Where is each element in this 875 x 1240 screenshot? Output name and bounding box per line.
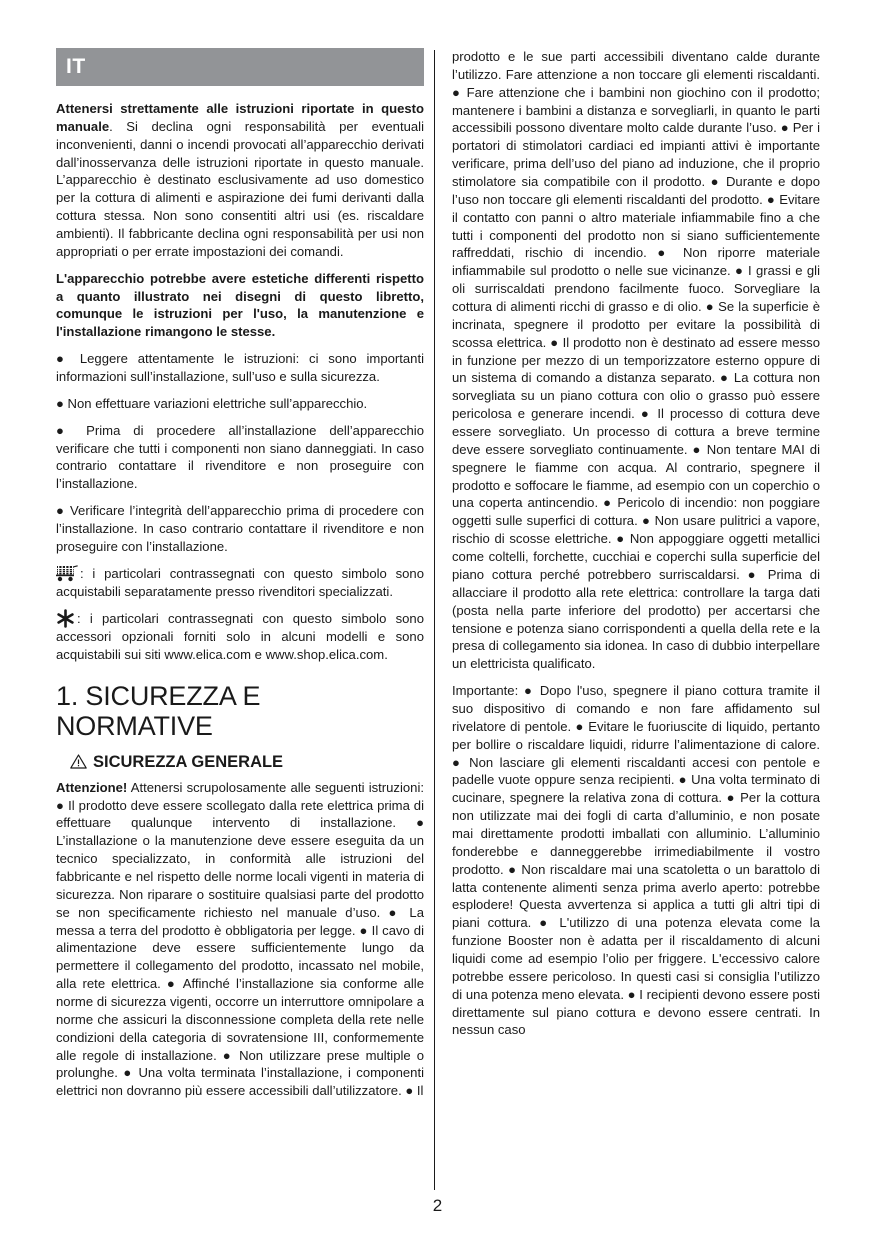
page-number: 2: [432, 1196, 443, 1215]
shopping-cart-icon: [56, 565, 78, 582]
bullet-item: ● Leggere attentamente le istruzioni: ci sono importanti informazioni sull’installazione, sull’uso e sulla sicurezza.: [56, 351, 424, 385]
language-badge: IT: [56, 48, 424, 86]
star-symbol-paragraph: [56, 609, 424, 664]
subsection-title-row: [70, 753, 424, 771]
cart-symbol-text: : i particolari contrassegnati con questo simbolo sono acquistabili separatamente presso rivenditori specializzati.: [56, 565, 424, 599]
star-symbol-text: : i particolari contrassegnati con questo simbolo sono accessori opzionali forniti solo in alcuni modelli e sono acquistabili sui siti www.elica.com e www.shop.elica.com.: [56, 611, 424, 663]
intro-lead-bold: Attenersi strettamente alle istruzioni riportate in questo manuale: [56, 101, 424, 134]
bullet-item: ● Non effettuare variazioni elettriche sull’apparecchio.: [56, 395, 368, 411]
intro-paragraph: [56, 100, 424, 261]
important-body: ● Dopo l'uso, spegnere il piano cottura tramite il suo dispositivo di comando e non fare affidamento sul rivelatore di pentole. ● Evitare le fuoriuscite di liquido, pertanto per bollire o riscaldare liquidi, ridurre l’alimentazione di calore. ● Non lasciare gli elementi riscaldanti accesi con pentole e padelle vuote oppure senza recipienti. ● Una volta terminato di cucinare, spegnere la relativa zona di cottura. ● Per la cottura non utilizzate mai dei fogli di carta d’alluminio, e non posate mai direttamente prodotti imballati con alluminio. L’alluminio fonderebbe e danneggerebbe irrimediabilmente il vostro prodotto. ● Non riscaldare mai una scatoletta o un barattolo di latta contenente alimenti senza prima averlo aperto: potrebbe esplodere! Questa avvertenza si applica a tutti gli altri tipi di piani cottura. ● L'utilizzo di una potenza elevata come la funzione Booster non è adatta per il riscaldamento di alcuni liquidi come ad esempio l’olio per friggere. L'eccessivo calore potrebbe essere pericoloso. In questi casi si consiglia l’utilizzo di una potenza meno elevata. ● I recipienti devono essere posti direttamente sul piano cottura e devono essere centrati. In nessun caso: [452, 683, 820, 1038]
right-column: [452, 48, 820, 1048]
two-column-layout: [56, 48, 820, 1188]
safety-paragraph: [56, 779, 424, 1100]
important-label: Importante:: [452, 683, 519, 699]
bullet-item: ● Prima di procedere all’installazione dell’apparecchio verificare che tutti i componenti non siano danneggiati. In caso contrario contattare il rivenditore e non proseguire con l’installazione.: [56, 422, 424, 492]
cart-symbol-paragraph: [56, 565, 424, 601]
warning-triangle-icon: [70, 754, 87, 769]
aesthetics-note: L'apparecchio potrebbe avere estetiche differenti rispetto a quanto illustrato nei disegni di questo libretto, comunque le istruzioni per l'uso, la manutenzione e l'installazione rimangono le stesse.: [56, 270, 424, 340]
important-paragraph: [452, 682, 820, 1039]
subsection-title-text: SICUREZZA GENERALE: [93, 752, 284, 771]
section-title: 1. SICUREZZA E NORMATIVE: [56, 681, 261, 741]
bullet-item: ● Verificare l’integrità dell’apparecchio prima di procedere con l’installazione. In caso contrario contattare il rivenditore e non proseguire con l’installazione.: [56, 503, 424, 554]
continued-paragraph: prodotto e le sue parti accessibili diventano calde durante l’utilizzo. Fare attenzione a non toccare gli elementi riscaldanti. ● Fare attenzione che i bambini non giochino con il prodotto; mantenere i bambini a distanza e sorvegliarli, in quanto le parti accessibili possono diventare molto calde durante l’uso. ● Per i portatori di stimolatori cardiaci ed impianti attivi è importante verificare, prima dell’uso del piano ad induzione, che il proprio stimolatore sia compatibile con il prodotto. ● Durante e dopo l’uso non toccare gli elementi riscaldanti del prodotto. ● Evitare il contatto con panni o altro materiale infiammabile fino a che tutti i componenti del prodotto non si siano sufficientemente raffreddati, rischio di incendio. ● Non riporre materiale infiammabile sul prodotto o nelle sue vicinanze. ● I grassi e gli oli surriscaldati prendono facilmente fuoco. Sorvegliare la cottura di alimenti ricchi di grasso e di olio. ● Se la superficie è incrinata, spegnere il prodotto per evitare la possibilità di scossa elettrica. ● Il prodotto non è destinato ad essere messo in funzione per mezzo di un temporizzatore esterno oppure di un sistema di comando a distanza separato. ● La cottura non sorvegliata su un piano cottura con olio o grasso può essere pericolosa e generare incendi. ● Il processo di cottura deve essere sorvegliato. Un processo di cottura a breve termine deve essere sorvegliato continuamente. ● Non tentare MAI di spegnere le fiamme con acqua. Al contrario, spegnere il prodotto e soffocare le fiamme, ad esempio con un coperchio o una coperta antincendio. ● Pericolo di incendio: non poggiare oggetti sulle superfici di cottura. ● Non usare pulitrici a vapore, rischio di scosse elettriche. ● Non appoggiare oggetti metallici come coltelli, forchette, cucchiai e coperchi sulla superficie del piano cottura perché potrebbero surriscaldarsi. ● Prima di allacciare il prodotto alla rete elettrica: controllare la targa dati (posta nella parte inferiore del prodotto) per accertarsi che tensione e potenza siano corrispondenti a quella della rete e la presa di collegamento sia idonea. In caso di dubbio interpellare un elettricista qualificato.: [452, 49, 820, 672]
safety-body: Attenersi scrupolosamente alle seguenti istruzioni: ● Il prodotto deve essere scollegato dalla rete elettrica prima di effettuare qualunque intervento di installazione. ● L’installazione o la manutenzione deve essere eseguita da un tecnico specializzato, in conformità alle istruzioni del fabbricante e nel rispetto delle norme locali vigenti in materia di sicurezza. Non riparare o sostituire qualsiasi parte del prodotto se non specificamente richiesto nel manuale d’uso. ● La messa a terra del prodotto è obbligatoria per legge. ● Il cavo di alimentazione deve essere sufficientemente lungo da permettere il collegamento del prodotto, incassato nel mobile, alla rete elettrica. ● Affinché l’installazione sia conforme alle norme di sicurezza vigenti, occorre un interruttore omnipolare a norme che assicuri la disconnessione completa della rete nelle condizioni della categoria di sovratensione III, conformemente alle regole di installazione. ● Non utilizzare prese multiple o prolunghe. ● Una volta terminata l’installazione, i componenti elettrici non dovranno più essere accessibili dall’utilizzatore. ● Il: [56, 779, 424, 1099]
asterisk-star-icon: [56, 609, 75, 628]
left-column: [56, 48, 424, 1109]
intro-rest: . Si declina ogni responsabilità per eventuali inconvenienti, danni o incendi provocati all’apparecchio derivati dall’inosservanza delle istruzioni riportate in questo manuale. L’apparecchio è destinato esclusivamente ad uso domestico per la cottura di alimenti e aspirazione dei fumi derivanti dalla cottura stessa. Non sono consentiti altri usi (es. riscaldare ambienti). Il fabbricante declina ogni responsabilità per usi non appropriati o per errate impostazioni dei comandi.: [56, 118, 424, 259]
safety-lead-bold: Attenzione!: [56, 779, 128, 795]
